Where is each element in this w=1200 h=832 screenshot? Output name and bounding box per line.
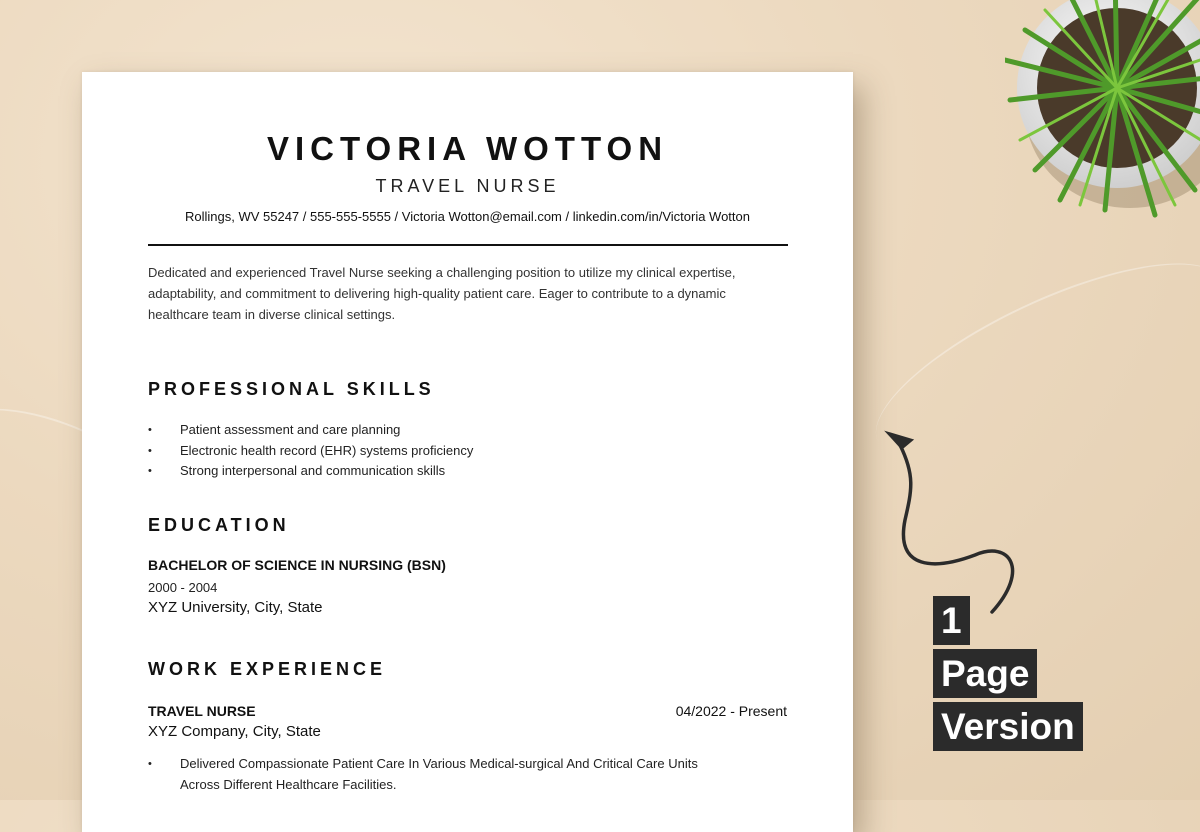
experience-heading: WORK EXPERIENCE (148, 659, 387, 679)
resume-name: VICTORIA WOTTON (266, 130, 669, 167)
job-dates: 04/2022 - Present (675, 703, 787, 719)
curved-arrow-icon (880, 420, 1030, 620)
bullet-icon: • (148, 465, 152, 477)
skills-list (148, 420, 788, 482)
job-company: XYZ Company, City, State (148, 723, 321, 740)
summary-paragraph: Dedicated and experienced Travel Nurse seeking a challenging position to utilize my clinical expertise, adaptability, and commitment to delivering high-quality patient care. Eager to contribute to a dynamic healthcare team in diverse clinical settings. (148, 265, 736, 322)
education-years: 2000 - 2004 (148, 580, 218, 595)
list-item: • Electronic health record (EHR) systems proficiency (148, 441, 788, 462)
contact-line: Rollings, WV 55247 / 555-555-5555 / Victoria Wotton@email.com / linkedin.com/in/Victoria Wotton (184, 209, 750, 224)
degree-title: BACHELOR OF SCIENCE IN NURSING (BSN) (148, 557, 446, 573)
education-heading: EDUCATION (148, 515, 290, 535)
badge-line: Page (933, 649, 1037, 698)
badge-line: Version (933, 702, 1083, 751)
bullet-icon: • (148, 424, 152, 436)
school-name: XYZ University, City, State (148, 599, 323, 616)
list-item: • Patient assessment and care planning (148, 420, 788, 441)
skills-heading: PROFESSIONAL SKILLS (148, 379, 435, 399)
list-item: • Delivered Compassionate Patient Care In Various Medical-surgical And Critical Care Units Across Different Healthcare Facilities. (148, 756, 698, 792)
page-version-badge (933, 596, 1083, 755)
bullet-icon: • (148, 758, 152, 770)
list-item: • Strong interpersonal and communication skills (148, 461, 788, 482)
header-divider (148, 244, 788, 246)
job-role: TRAVEL NURSE (148, 703, 256, 719)
badge-line: 1 (933, 596, 970, 645)
bullet-icon: • (148, 444, 152, 457)
resume-page (82, 72, 853, 832)
potted-plant-image (1005, 0, 1200, 220)
resume-job-title: TRAVEL NURSE (375, 176, 560, 196)
experience-list (148, 754, 728, 795)
